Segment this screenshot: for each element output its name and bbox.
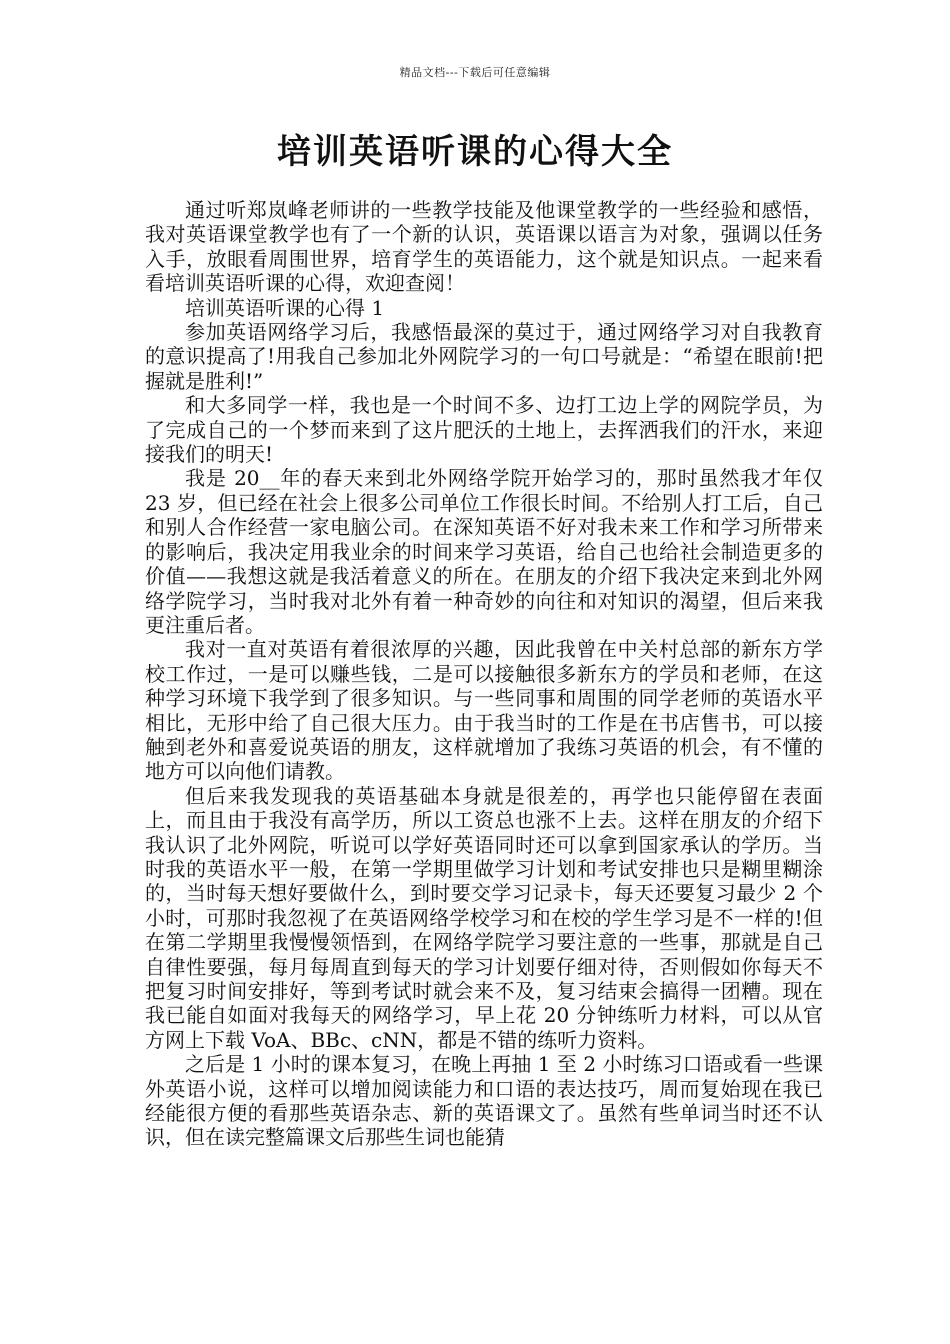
document-body <box>145 198 823 1150</box>
paragraph: 但后来我发现我的英语基础本身就是很差的，再学也只能停留在表面上，而且由于我没有高学历，所以工资总也涨不上去。这样在朋友的介绍下我认识了北外网院，听说可以学好英语同时还可以拿到国家承认的学历。当时我的英语水平一般，在第一学期里做学习计划和考试安排也只是糊里糊涂的，当时每天想好要做什么，到时要交学习记录卡，每天还要复习最少 2 个小时，可那时我忽视了在英语网络学校学习和在校的学生学习是不一样的!但在第二学期里我慢慢领悟到，在网络学院学习要注意的一些事，那就是自己自律性要强，每月每周直到每天的学习计划要仔细对待，否则假如你每天不把复习时间安排好，等到考试时就会来不及，复习结束会搞得一团糟。现在我已能自如面对我每天的网络学习，早上花 20 分钟练听力材料，可以从官方网上下载 VoA、BBc、cNN，都是不错的练听力资料。 <box>145 783 823 1052</box>
header-note: 精品文档---下载后可任意编辑 <box>399 66 551 79</box>
paragraph: 和大多同学一样，我也是一个时间不多、边打工边上学的网院学员，为了完成自己的一个梦而来到了这片肥沃的土地上，去挥洒我们的汗水，来迎接我们的明天! <box>145 393 823 467</box>
paragraph: 我是 20__年的春天来到北外网络学院开始学习的，那时虽然我才年仅 23 岁，但已经在社会上很多公司单位工作很长时间。不给别人打工后，自己和别人合作经营一家电脑公司。在深知英语不好对我未来工作和学习所带来的影响后，我决定用我业余的时间来学习英语，给自己也给社会制造更多的价值——我想这就是我活着意义的所在。在朋友的介绍下我决定来到北外网络学院学习，当时我对北外有着一种奇妙的向往和对知识的渴望，但后来我更注重后者。 <box>145 466 823 637</box>
document-title: 培训英语听课的心得大全 <box>277 132 673 172</box>
paragraph: 参加英语网络学习后，我感悟最深的莫过于，通过网络学习对自我教育的意识提高了!用我自己参加北外网院学习的一句口号就是：“希望在眼前!把握就是胜利!” <box>145 320 823 393</box>
paragraph-intro: 通过听郑岚峰老师讲的一些教学技能及他课堂教学的一些经验和感悟，我对英语课堂教学也有了一个新的认识，英语课以语言为对象，强调以任务入手，放眼看周围世界，培育学生的英语能力，这个就是知识点。一起来看看培训英语听课的心得，欢迎查阅！ <box>145 198 823 296</box>
section-heading: 培训英语听课的心得 1 <box>185 295 385 320</box>
paragraph: 之后是 1 小时的课本复习，在晚上再抽 1 至 2 小时练习口语或看一些课外英语小说，这样可以增加阅读能力和口语的表达技巧，周而复始现在我已经能很方便的看那些英语杂志、新的英语课文了。虽然有些单词当时还不认识，但在读完整篇课文后那些生词也能猜 <box>145 1052 823 1150</box>
paragraph: 我对一直对英语有着很浓厚的兴趣，因此我曾在中关村总部的新东方学校工作过，一是可以赚些钱，二是可以接触很多新东方的学员和老师，在这种学习环境下我学到了很多知识。与一些同事和周围的同学老师的英语水平相比，无形中给了自己很大压力。由于我当时的工作是在书店售书，可以接触到老外和喜爱说英语的朋友，这样就增加了我练习英语的机会，有不懂的地方可以向他们请教。 <box>145 637 823 784</box>
